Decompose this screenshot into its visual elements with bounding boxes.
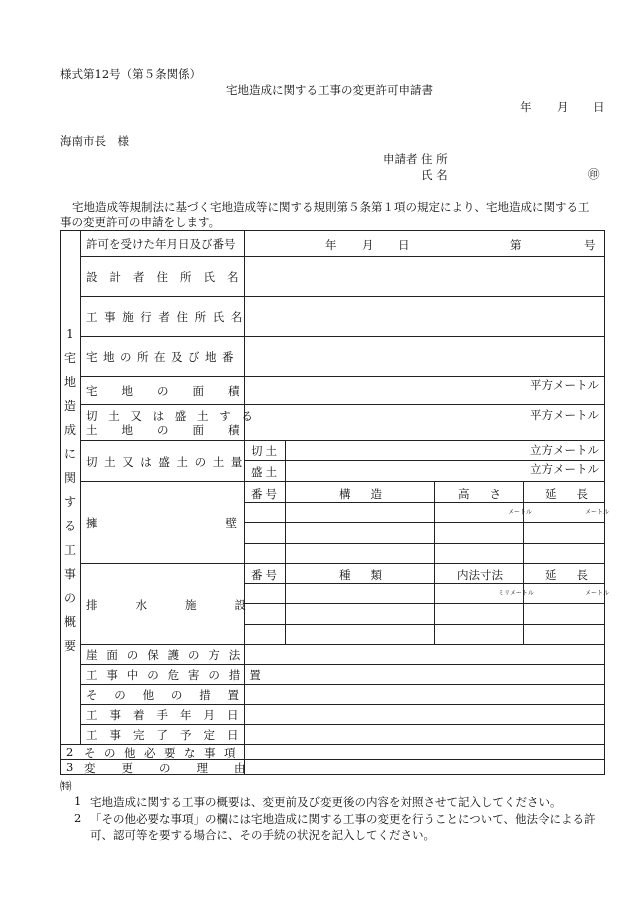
hazard-measures-label: 工事中の危害の措置: [86, 668, 270, 682]
wall-header-length: 延長: [545, 487, 608, 501]
permit-month: 月: [362, 238, 374, 252]
drain-header-inner-size: 内法寸法: [457, 568, 503, 582]
soil-fill-label: 盛土: [251, 465, 280, 479]
drain-header-type: 種類: [339, 568, 402, 582]
section2-label: その他必要な事項: [84, 745, 244, 760]
wall-header-number: 番号: [251, 487, 280, 501]
applicant-label: 申請者: [383, 152, 418, 166]
soil-volume-label: 切土又は盛土の土量: [86, 454, 249, 469]
wall-height-unit: メートル: [508, 509, 533, 516]
slope-protection-label: 崖面の保護の方法: [86, 648, 250, 662]
wall-length-unit: メートル: [585, 509, 610, 516]
date-day: 日: [593, 100, 605, 114]
permit-label: 許可を受けた年月日及び番号: [86, 237, 236, 251]
note-2-line-2: 可、認可等を要する場合に、その手続の状況を記入してください。: [90, 828, 435, 842]
drain-length-unit: メートル: [585, 590, 610, 597]
cut-fill-area-label: 切土又は盛土する 土地の面積: [86, 409, 264, 437]
intro-line-1: 宅地造成等規制法に基づく宅地造成等に関する規則第５条第１項の規定により、宅地造成に関する工: [72, 200, 590, 214]
form-title: 宅地造成に関する工事の変更許可申請書: [226, 83, 433, 97]
contractor-label: 工事施行者住所氏名: [86, 310, 249, 324]
applicant-address-label: 住 所: [421, 152, 448, 166]
section2-number: 2: [66, 745, 74, 759]
other-measures-label: その他の措置: [86, 688, 256, 702]
note-2-number: 2: [74, 811, 82, 825]
drainage-label: 排水施設: [86, 597, 284, 612]
permit-year: 年: [325, 238, 337, 252]
drain-header-length: 延長: [545, 568, 608, 582]
drain-size-unit: ミリメートル: [498, 590, 534, 597]
drain-header-number: 番号: [251, 568, 280, 582]
designer-label: 設計者住所氏名: [86, 270, 251, 284]
end-date-label: 工事完了予定日: [86, 728, 251, 742]
date-year: 年: [520, 100, 532, 114]
addressee: 海南市長 様: [60, 134, 129, 148]
note-1-text: 宅地造成に関する工事の概要は、変更前及び変更後の内容を対照させて記入してください。: [90, 795, 562, 809]
section3-number: 3: [66, 760, 74, 774]
section3-label: 変更の理由: [84, 760, 272, 775]
area-label: 宅地の面積: [86, 384, 264, 398]
note-2-line-1: 「その他必要な事項」の欄には宅地造成に関する工事の変更を行うことについて、他法令による許: [90, 812, 596, 826]
notes-heading: ㈵: [60, 779, 72, 793]
wall-header-structure: 構造: [339, 487, 402, 501]
permit-day: 日: [398, 238, 410, 252]
start-date-label: 工事着手年月日: [86, 708, 251, 722]
retaining-wall-label: 擁壁: [86, 516, 365, 530]
permit-no-prefix: 第: [510, 238, 522, 252]
section1-vertical-title: 1 宅 地 造 成 に 関 す る 工 事 の 概 要: [63, 327, 76, 653]
date-month: 月: [557, 100, 569, 114]
location-label: 宅地の所在及び地番: [86, 350, 239, 364]
form-number: 様式第12号（第５条関係）: [60, 67, 202, 81]
note-1-number: 1: [74, 794, 82, 808]
soil-fill-unit: 立方メートル: [530, 462, 599, 476]
soil-cut-label: 切土: [251, 444, 280, 458]
cut-fill-area-unit: 平方メートル: [530, 408, 599, 422]
permit-no-suffix: 号: [584, 238, 596, 252]
intro-line-2: 事の変更許可の申請をします。: [60, 215, 221, 229]
soil-cut-unit: 立方メートル: [530, 443, 599, 457]
wall-header-height: 高さ: [458, 487, 521, 501]
seal-mark: ㊞: [588, 167, 600, 181]
area-unit: 平方メートル: [530, 378, 599, 392]
applicant-name-label: 氏 名: [421, 168, 448, 182]
